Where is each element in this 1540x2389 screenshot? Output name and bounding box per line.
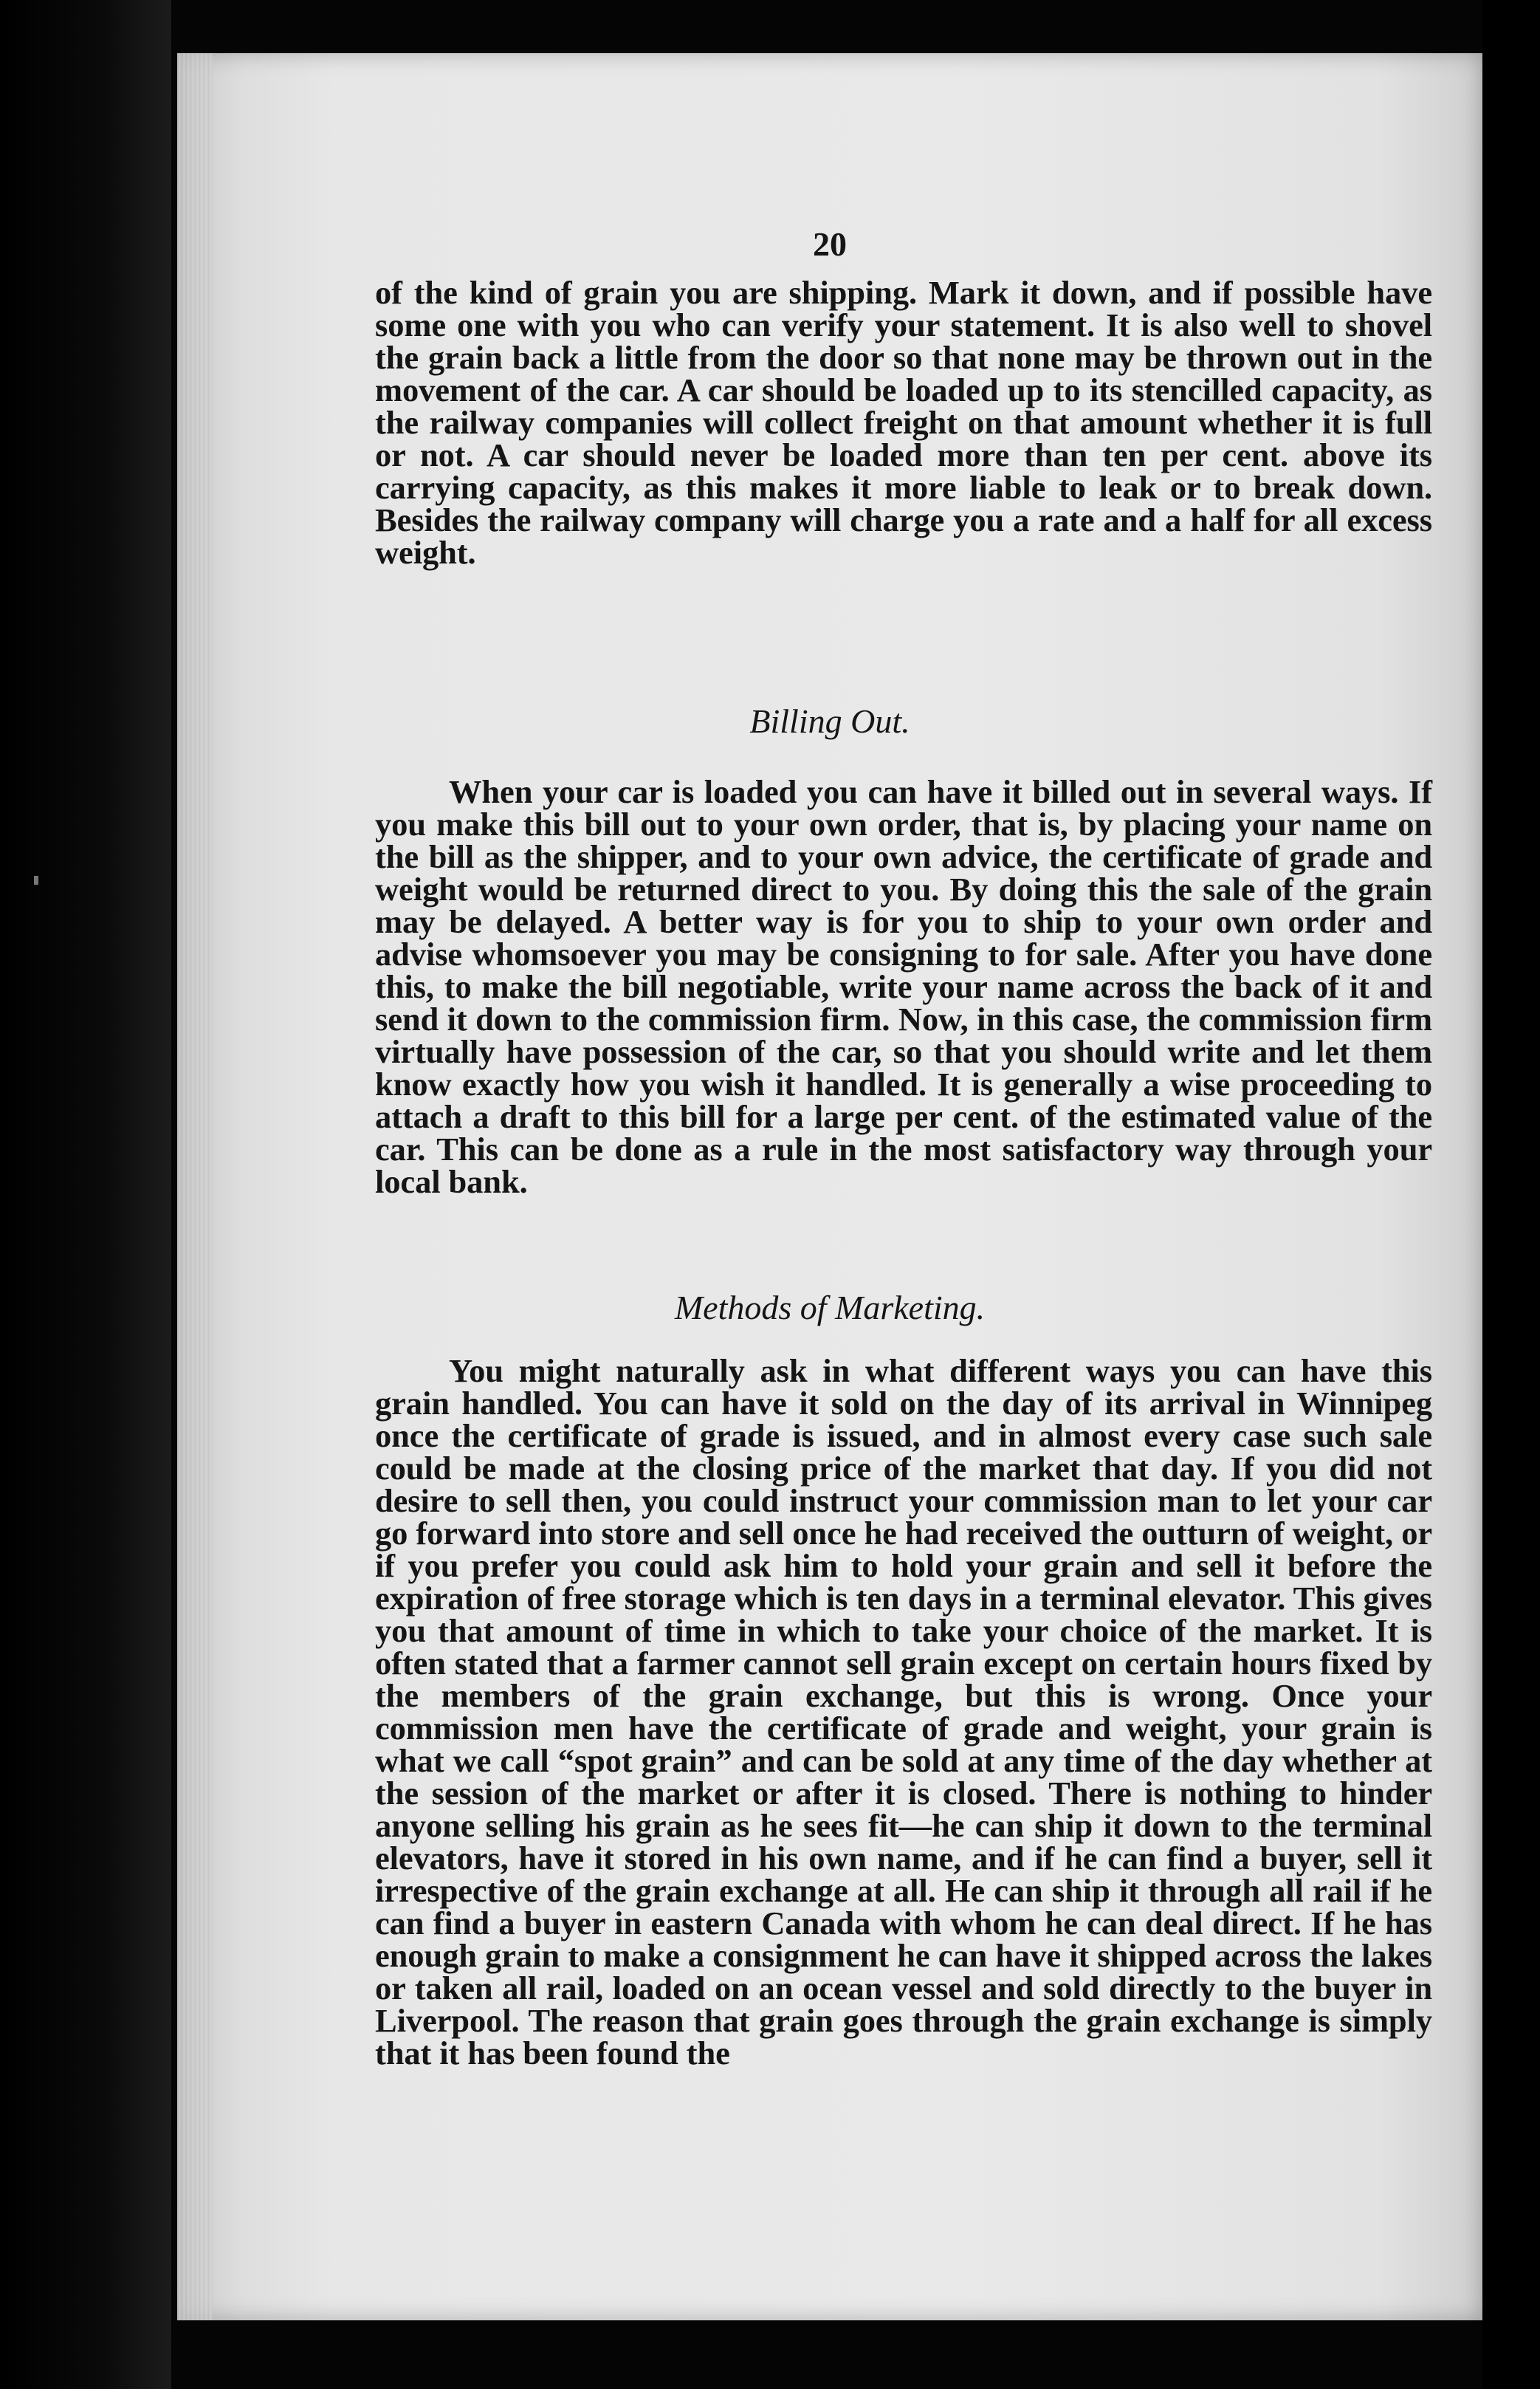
paragraph-text: of the kind of grain you are shipping. Mark it down, and if possible have some one with you who can verify your statement. It is also well to shovel the grain back a little from the door so that none may be thrown out in the movement of the car. A car should be loaded up to its stencilled capacity, as the railway companies will collect freight on that amount whether it is full or not. A car should never be loaded more than ten per cent. above its carrying capacity, as this makes it more liable to leak or to break down. Besides the railway company will charge you a rate and a half for all excess weight. xyxy=(375,274,1432,571)
paragraph-billing-out xyxy=(375,775,1432,1198)
microfilm-border-left xyxy=(0,0,171,2389)
page-number: 20 xyxy=(813,225,847,263)
section-heading-billing-out: Billing Out. xyxy=(749,702,910,740)
paragraph-text: When your car is loaded you can have it billed out in several ways. If you make this bill out to your own order, that is, by placing your name on the bill as the shipper, and to your own advice, the certificate of grade and weight would be returned direct to you. By doing this the sale of the grain may be delayed. A better way is for you to ship to your own order and advise whomsoever you may be consigning to for sale. After you have done this, to make the bill negotiable, write your name across the back of it and send it down to the commission firm. Now, in this case, the commission firm virtually have possession of the car, so that you should write and let them know exactly how you wish it handled. It is generally a wise proceeding to attach a draft to this bill for a large per cent. of the estimated value of the car. This can be done as a rule in the most satisfactory way through your local bank. xyxy=(375,773,1432,1200)
paragraph-text: You might naturally ask in what different ways you can have this grain handled. You can have it sold on the day of its arrival in Winnipeg once the certificate of grade is issued, and in almost every case such sale could be made at the closing price of the market that day. If you did not desire to sell then, you could instruct your commission man to let your car go forward into store and sell once he had received the outturn of weight, or if you prefer you could ask him to hold your grain and sell it before the expiration of free storage which is ten days in a terminal elevator. This gives you that amount of time in which to take your choice of the market. It is often stated that a farmer cannot sell grain except on certain hours fixed by the members of the grain exchange, but this is wrong. Once your commission men have the certificate of grade and weight, your grain is what we call “spot grain” and can be sold at any time of the day whether at the session of the market or after it is closed. There is nothing to hinder anyone selling his grain as he sees fit—he can ship it down to the terminal elevators, have it stored in his own name, and if he can find a buyer, sell it irrespective of the grain exchange at all. He can ship it through all rail if he can find a buyer in eastern Canada with whom he can deal direct. If he has enough grain to make a consignment he can have it shipped across the lakes or taken all rail, loaded on an ocean vessel and sold directly to the buyer in Liverpool. The reason that grain goes through the grain exchange is simply that it has been found the xyxy=(375,1352,1432,2071)
section-heading-methods-of-marketing: Methods of Marketing. xyxy=(674,1289,986,1326)
book-page xyxy=(177,53,1482,2320)
page-binding-edge xyxy=(177,53,213,2320)
microfilm-border-right xyxy=(1482,0,1540,2389)
film-speck xyxy=(34,876,38,885)
paragraph-continuation xyxy=(375,276,1432,569)
paragraph-methods-of-marketing xyxy=(375,1354,1432,2069)
